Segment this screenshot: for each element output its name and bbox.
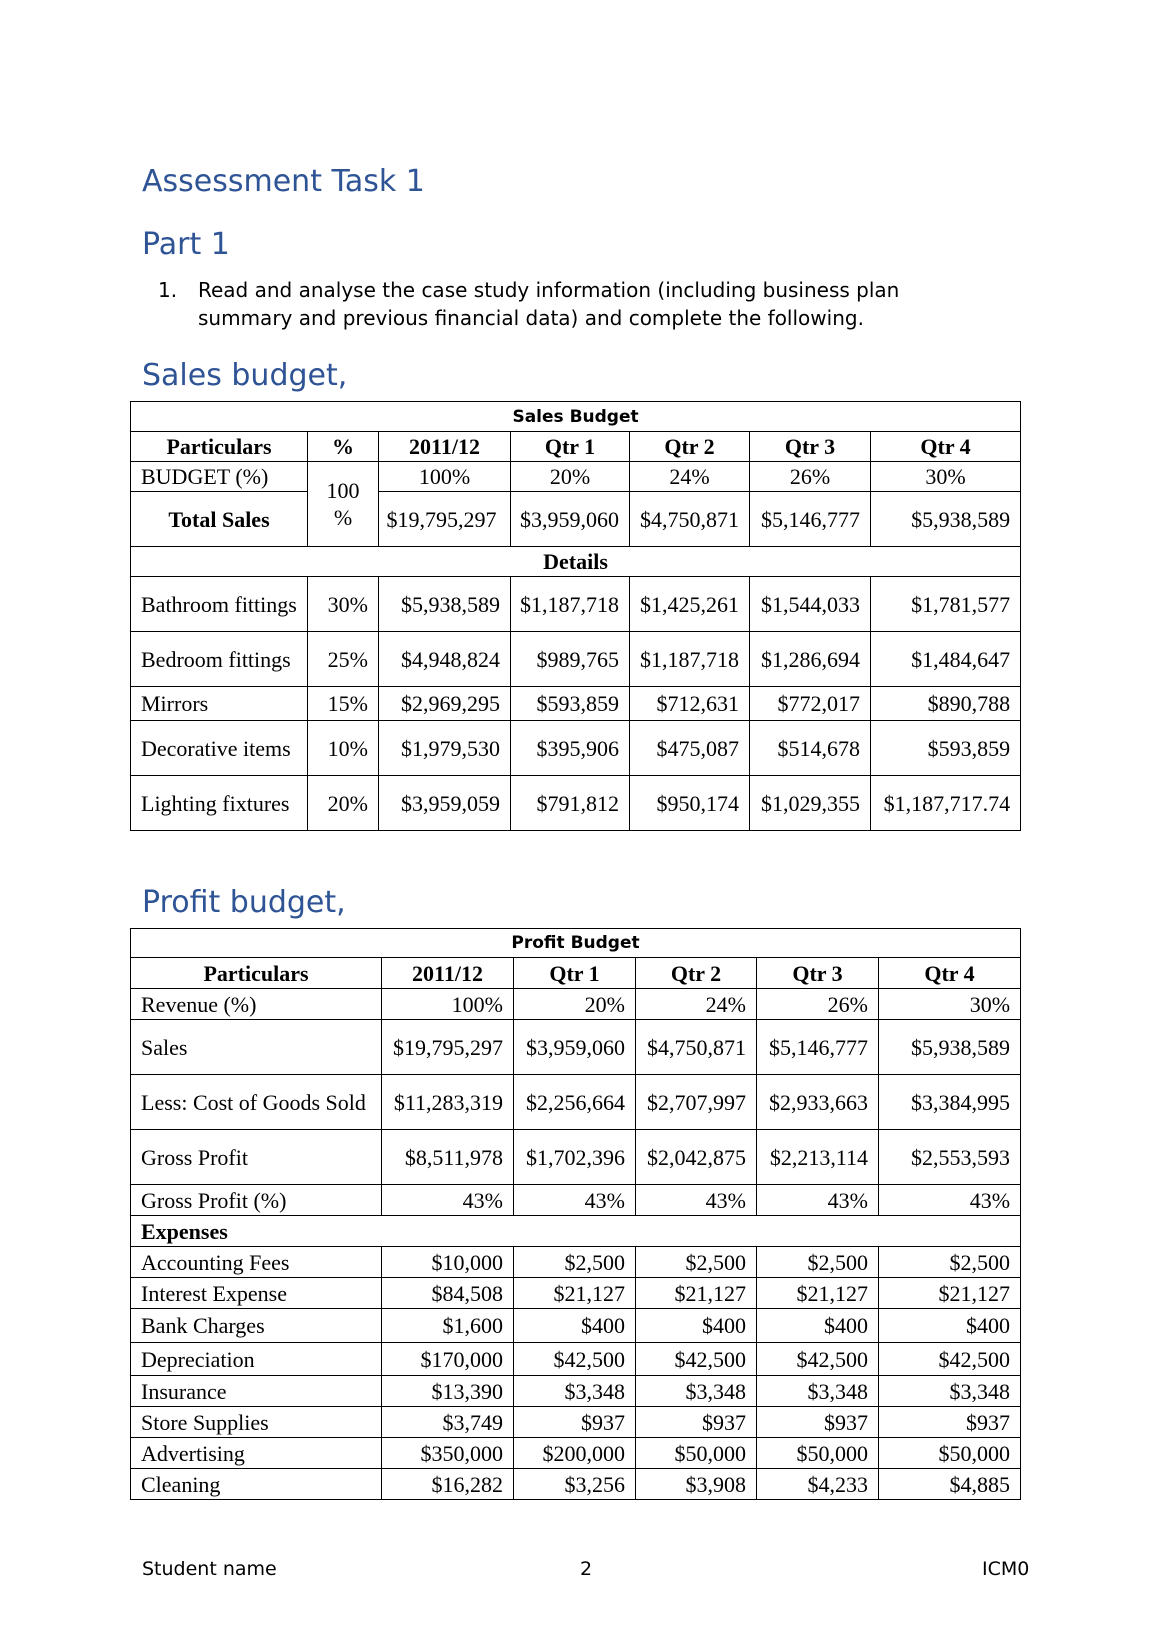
cell: $937 [757, 1407, 879, 1438]
cell: $1,425,261 [630, 577, 750, 632]
instruction-text: Read and analyse the case study information (including business plan summary and previous financial data) and complete the following. [198, 278, 900, 330]
cell: $1,187,717.74 [871, 776, 1021, 831]
cell: $5,938,589 [379, 577, 511, 632]
row-label: Gross Profit (%) [131, 1185, 382, 1216]
cell: 25% [308, 632, 379, 687]
column-header: Qtr 3 [757, 958, 879, 989]
cell: $1,286,694 [750, 632, 871, 687]
cell: 20% [308, 776, 379, 831]
table-row [131, 1185, 1021, 1216]
cell: $1,544,033 [750, 577, 871, 632]
cell: $5,938,589 [879, 1020, 1021, 1075]
cell: 20% [511, 462, 630, 492]
cell: $937 [879, 1407, 1021, 1438]
table-row [131, 721, 1021, 776]
table-row [131, 687, 1021, 721]
cell: $42,500 [514, 1343, 636, 1376]
cell: $21,127 [757, 1278, 879, 1309]
cell: $2,042,875 [636, 1130, 757, 1185]
expenses-header-row [131, 1216, 1021, 1247]
cell: $950,174 [630, 776, 750, 831]
cell: $1,029,355 [750, 776, 871, 831]
cell: $400 [757, 1309, 879, 1343]
cell: $3,959,060 [514, 1020, 636, 1075]
cell: $2,213,114 [757, 1130, 879, 1185]
row-label: Insurance [131, 1376, 382, 1407]
details-row [131, 547, 1021, 577]
cell: $11,283,319 [382, 1075, 514, 1130]
table-row [131, 1075, 1021, 1130]
table-title-row [131, 929, 1021, 958]
cell: $4,750,871 [636, 1020, 757, 1075]
cell: $3,384,995 [879, 1075, 1021, 1130]
cell: $400 [879, 1309, 1021, 1343]
budget-pct-row [131, 462, 1021, 492]
table-header-row [131, 958, 1021, 989]
cell: $1,702,396 [514, 1130, 636, 1185]
row-label: Decorative items [131, 721, 308, 776]
column-header: Qtr 4 [879, 958, 1021, 989]
cell: $3,348 [757, 1376, 879, 1407]
row-label: Mirrors [131, 687, 308, 721]
expenses-label: Expenses [131, 1216, 1021, 1247]
cell: 24% [630, 462, 750, 492]
column-header: Particulars [131, 958, 382, 989]
cell: $19,795,297 [379, 492, 511, 547]
column-header: Qtr 1 [511, 432, 630, 462]
footer-page-number: 2 [580, 1558, 593, 1580]
column-header: Qtr 2 [636, 958, 757, 989]
table-row [131, 1438, 1021, 1469]
profit-budget-table [130, 928, 1021, 1500]
cell: $8,511,978 [382, 1130, 514, 1185]
table-row [131, 1247, 1021, 1278]
row-label: Total Sales [131, 492, 308, 547]
cell: $42,500 [636, 1343, 757, 1376]
cell: $13,390 [382, 1376, 514, 1407]
cell: $2,500 [514, 1247, 636, 1278]
cell: $772,017 [750, 687, 871, 721]
cell: $1,484,647 [871, 632, 1021, 687]
cell: $890,788 [871, 687, 1021, 721]
cell: 26% [757, 989, 879, 1020]
cell: $2,707,997 [636, 1075, 757, 1130]
cell: $2,933,663 [757, 1075, 879, 1130]
cell: $791,812 [511, 776, 630, 831]
column-header: Qtr 4 [871, 432, 1021, 462]
row-label: Revenue (%) [131, 989, 382, 1020]
sales-table-title: Sales Budget [131, 402, 1021, 432]
cell: $5,146,777 [757, 1020, 879, 1075]
row-label: Depreciation [131, 1343, 382, 1376]
column-header: 2011/12 [382, 958, 514, 989]
row-label: Gross Profit [131, 1130, 382, 1185]
cell: $4,750,871 [630, 492, 750, 547]
cell: $4,948,824 [379, 632, 511, 687]
table-row [131, 1020, 1021, 1075]
merged-pct-cell: 100 % [308, 462, 379, 547]
total-sales-row [131, 492, 1021, 547]
cell: $5,938,589 [871, 492, 1021, 547]
cell: $3,348 [879, 1376, 1021, 1407]
cell: 24% [636, 989, 757, 1020]
cell: $1,600 [382, 1309, 514, 1343]
cell: $593,859 [511, 687, 630, 721]
row-label: Interest Expense [131, 1278, 382, 1309]
row-label: Cleaning [131, 1469, 382, 1500]
cell: 15% [308, 687, 379, 721]
column-header: Qtr 1 [514, 958, 636, 989]
row-label: Advertising [131, 1438, 382, 1469]
cell: $21,127 [514, 1278, 636, 1309]
cell: $200,000 [514, 1438, 636, 1469]
cell: $3,749 [382, 1407, 514, 1438]
cell: $1,187,718 [630, 632, 750, 687]
cell: $50,000 [757, 1438, 879, 1469]
table-row [131, 632, 1021, 687]
table-header-row [131, 432, 1021, 462]
cell: 43% [757, 1185, 879, 1216]
cell: 43% [879, 1185, 1021, 1216]
row-label: Less: Cost of Goods Sold [131, 1075, 382, 1130]
column-header: Qtr 2 [630, 432, 750, 462]
cell: 100% [379, 462, 511, 492]
cell: $10,000 [382, 1247, 514, 1278]
cell: $1,187,718 [511, 577, 630, 632]
cell: $593,859 [871, 721, 1021, 776]
cell: $2,256,664 [514, 1075, 636, 1130]
table-row [131, 1376, 1021, 1407]
cell: $2,553,593 [879, 1130, 1021, 1185]
cell: $937 [514, 1407, 636, 1438]
row-label: Accounting Fees [131, 1247, 382, 1278]
column-header: % [308, 432, 379, 462]
cell: $84,508 [382, 1278, 514, 1309]
table-row [131, 1407, 1021, 1438]
cell: $3,959,059 [379, 776, 511, 831]
cell: 30% [879, 989, 1021, 1020]
cell: 30% [308, 577, 379, 632]
cell: $42,500 [757, 1343, 879, 1376]
cell: $475,087 [630, 721, 750, 776]
table-title-row [131, 402, 1021, 432]
cell: $350,000 [382, 1438, 514, 1469]
table-row [131, 577, 1021, 632]
cell: $395,906 [511, 721, 630, 776]
table-row [131, 776, 1021, 831]
document-title: Assessment Task 1 [142, 164, 425, 199]
cell: 20% [514, 989, 636, 1020]
cell: $4,233 [757, 1469, 879, 1500]
table-row [131, 1130, 1021, 1185]
column-header: Qtr 3 [750, 432, 871, 462]
cell: $3,908 [636, 1469, 757, 1500]
cell: 100% [382, 989, 514, 1020]
cell: $400 [636, 1309, 757, 1343]
cell: $2,500 [879, 1247, 1021, 1278]
cell: $937 [636, 1407, 757, 1438]
cell: 10% [308, 721, 379, 776]
cell: $170,000 [382, 1343, 514, 1376]
column-header: 2011/12 [379, 432, 511, 462]
table-row [131, 1469, 1021, 1500]
cell: $5,146,777 [750, 492, 871, 547]
cell: $4,885 [879, 1469, 1021, 1500]
cell: $42,500 [879, 1343, 1021, 1376]
table-row [131, 1309, 1021, 1343]
sales-budget-heading: Sales budget, [142, 358, 348, 393]
row-label: Lighting fixtures [131, 776, 308, 831]
cell: 43% [514, 1185, 636, 1216]
cell: $3,348 [514, 1376, 636, 1407]
cell: $3,348 [636, 1376, 757, 1407]
cell: $21,127 [879, 1278, 1021, 1309]
cell: $1,979,530 [379, 721, 511, 776]
table-row [131, 1343, 1021, 1376]
details-label: Details [131, 547, 1021, 577]
cell: 30% [871, 462, 1021, 492]
cell: 26% [750, 462, 871, 492]
row-label: Bank Charges [131, 1309, 382, 1343]
cell: $50,000 [879, 1438, 1021, 1469]
row-label: Sales [131, 1020, 382, 1075]
cell: $989,765 [511, 632, 630, 687]
row-label: Store Supplies [131, 1407, 382, 1438]
cell: $2,969,295 [379, 687, 511, 721]
table-row [131, 989, 1021, 1020]
profit-table-title: Profit Budget [131, 929, 1021, 958]
cell: $400 [514, 1309, 636, 1343]
cell: $712,631 [630, 687, 750, 721]
row-label: Bathroom fittings [131, 577, 308, 632]
footer-course-code: ICM0 [982, 1558, 1030, 1580]
table-row [131, 1278, 1021, 1309]
list-number: 1. [158, 278, 178, 302]
row-label: Bedroom fittings [131, 632, 308, 687]
cell: $514,678 [750, 721, 871, 776]
cell: 43% [636, 1185, 757, 1216]
cell: $2,500 [636, 1247, 757, 1278]
row-label: BUDGET (%) [131, 462, 308, 492]
cell: $3,959,060 [511, 492, 630, 547]
cell: $21,127 [636, 1278, 757, 1309]
column-header: Particulars [131, 432, 308, 462]
cell: $19,795,297 [382, 1020, 514, 1075]
part-heading: Part 1 [142, 227, 230, 262]
cell: $2,500 [757, 1247, 879, 1278]
cell: $16,282 [382, 1469, 514, 1500]
cell: $50,000 [636, 1438, 757, 1469]
cell: $3,256 [514, 1469, 636, 1500]
cell: 43% [382, 1185, 514, 1216]
cell: $1,781,577 [871, 577, 1021, 632]
sales-budget-table [130, 401, 1021, 831]
footer-student-name: Student name [142, 1558, 277, 1580]
profit-budget-heading: Profit budget, [142, 885, 346, 920]
